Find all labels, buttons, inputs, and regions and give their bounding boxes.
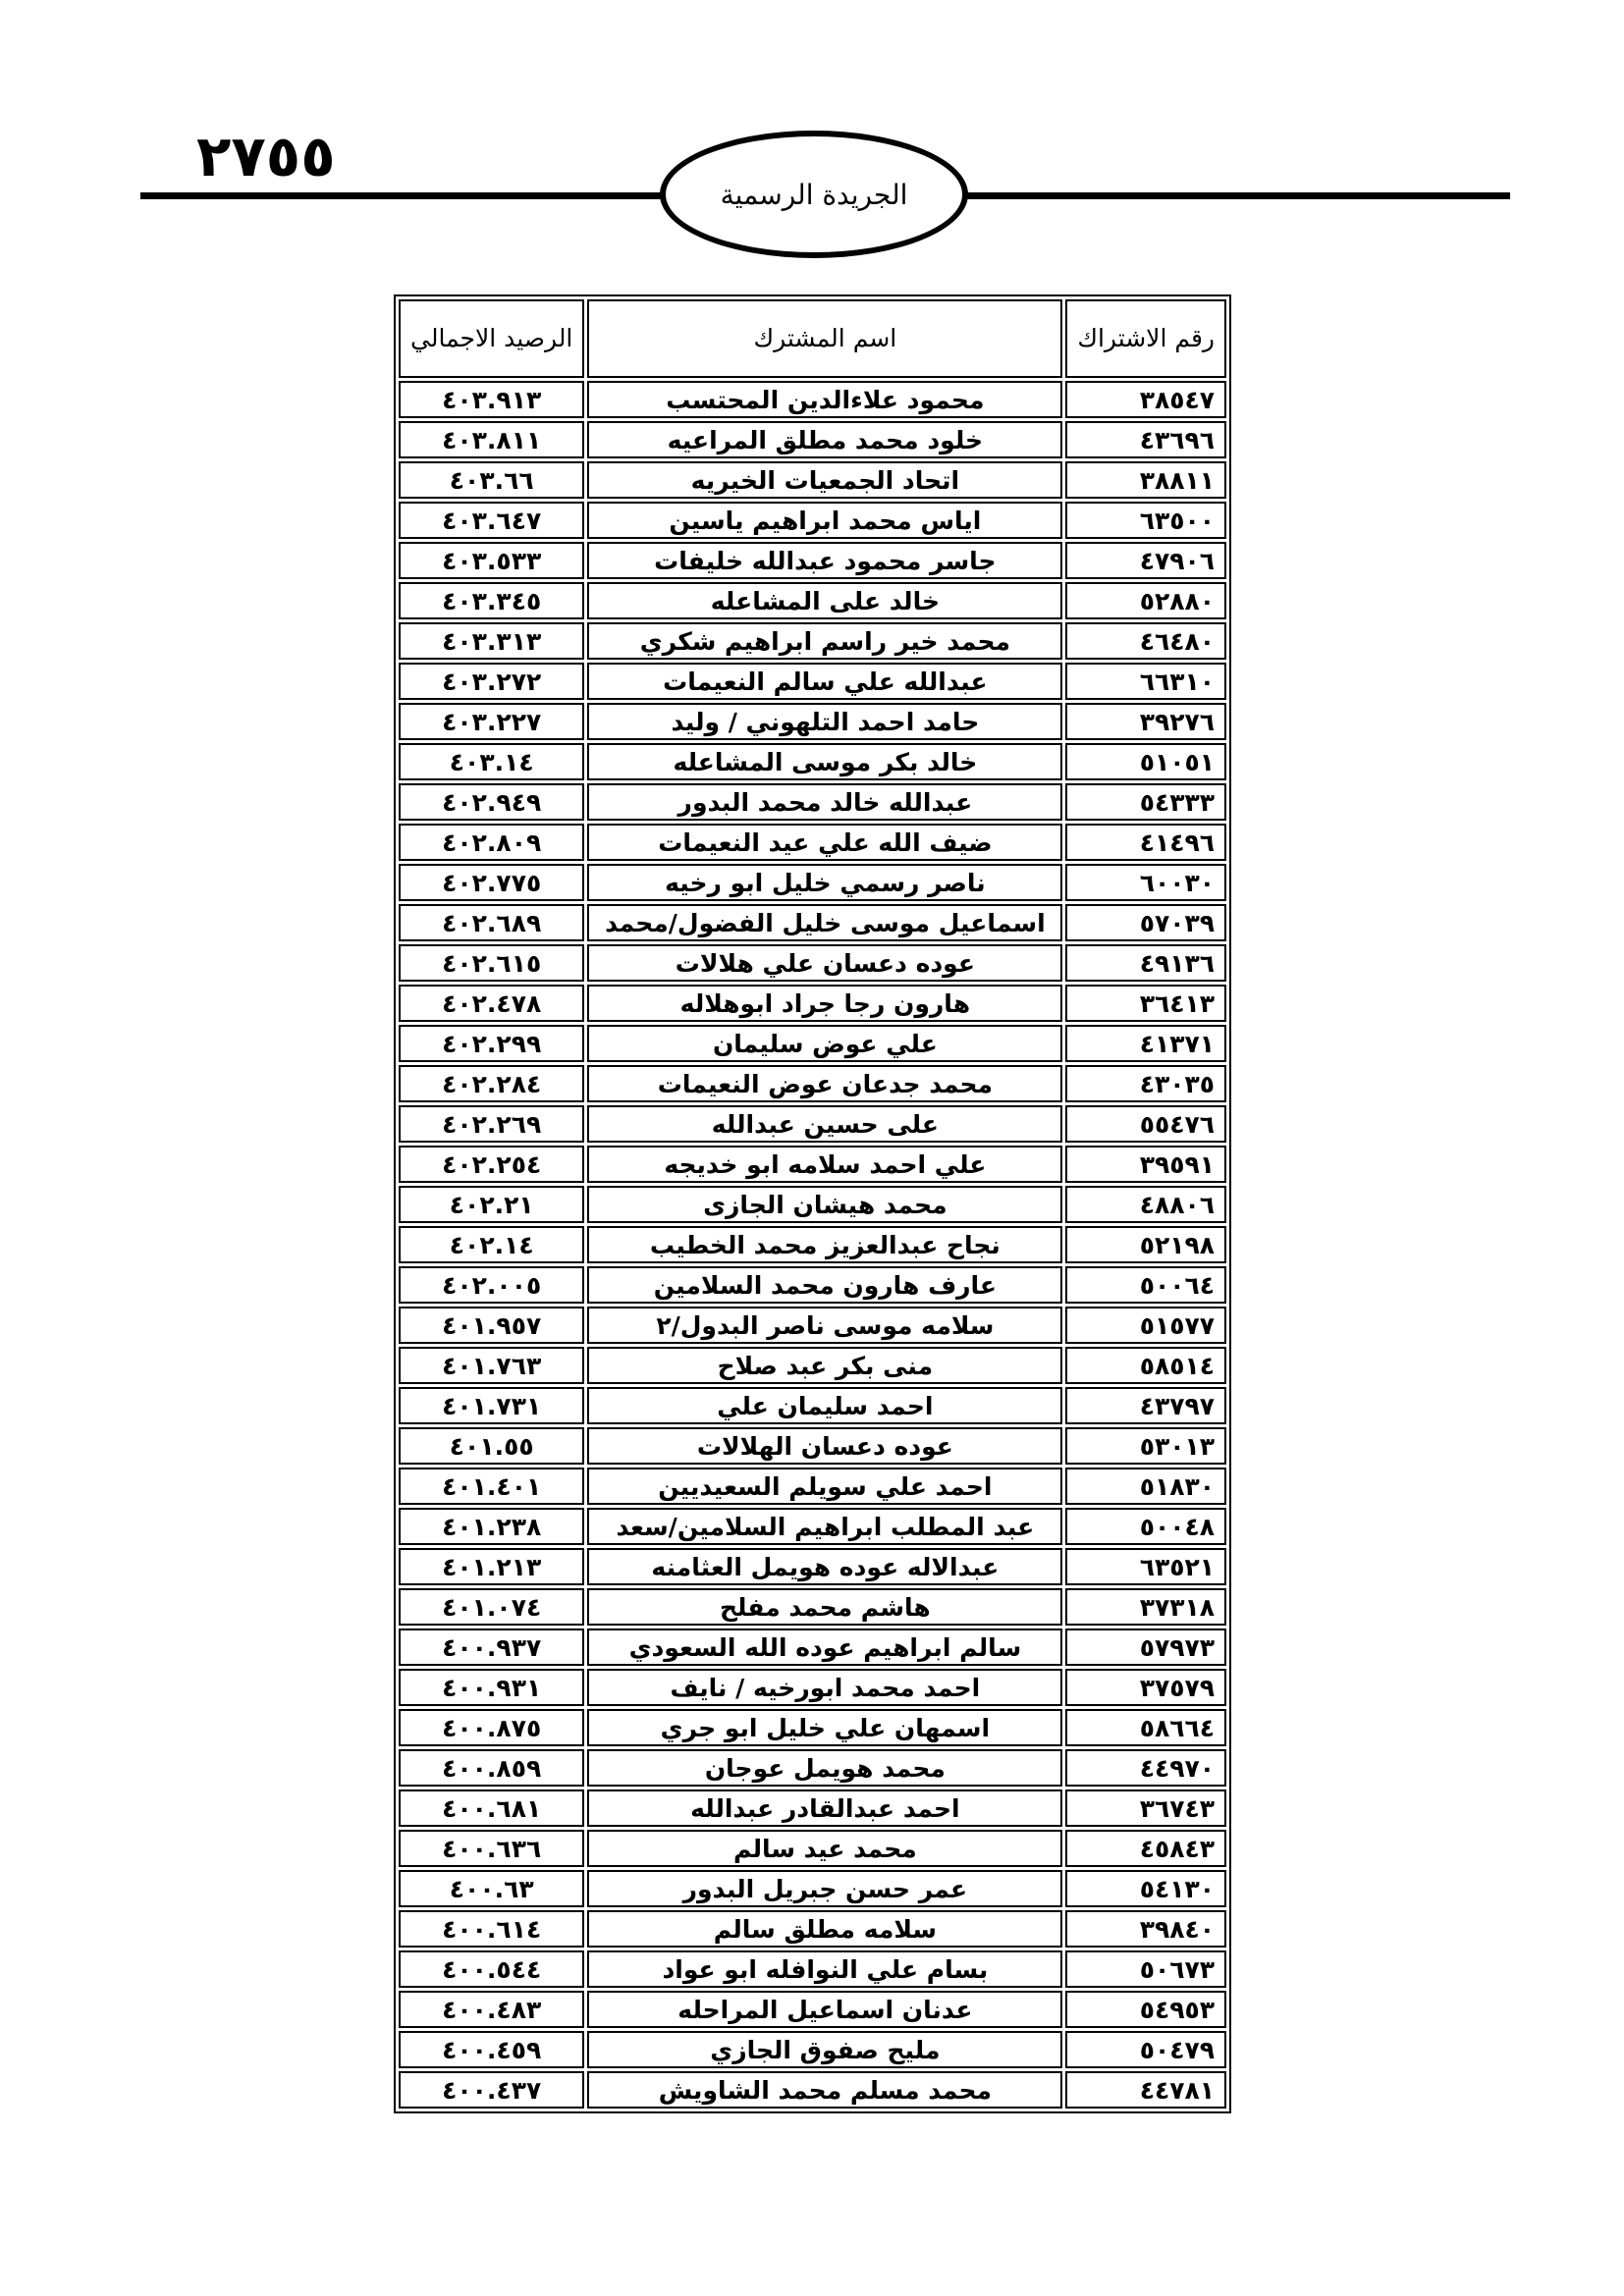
header-subscription-no: رقم الاشتراك (1065, 299, 1226, 378)
subscription-no-cell: ٣٨٥٤٧ (1065, 381, 1226, 418)
balance-cell: ٤٠٢.٢٨٤ (399, 1065, 584, 1102)
subscription-no-cell: ٥٠٦٧٣ (1065, 1950, 1226, 1988)
name-cell: عوده دعسان الهلالات (587, 1427, 1062, 1465)
name-cell: جاسر محمود عبدالله خليفات (587, 542, 1062, 579)
subscription-no-cell: ٣٦٧٤٣ (1065, 1789, 1226, 1827)
balance-cell: ٤٠٢.٦٨٩ (399, 904, 584, 941)
balance-cell: ٤٠٣.٩١٣ (399, 381, 584, 418)
balance-cell: ٤٠٢.٦١٥ (399, 944, 584, 982)
name-cell: هارون رجا جراد ابوهلاله (587, 985, 1062, 1022)
name-cell: محمد خير راسم ابراهيم شكري (587, 622, 1062, 660)
balance-cell: ٤٠٠.٦٨١ (399, 1789, 584, 1827)
name-cell: هاشم محمد مفلح (587, 1588, 1062, 1626)
table-row (399, 1266, 1226, 1304)
table-row (399, 622, 1226, 660)
subscription-no-cell: ٥٠٤٧٩ (1065, 2031, 1226, 2068)
table-row (399, 1709, 1226, 1746)
balance-cell: ٤٠٣.٦٦ (399, 461, 584, 499)
balance-cell: ٤٠٢.٧٧٥ (399, 864, 584, 901)
subscription-no-cell: ٤١٣٧١ (1065, 1025, 1226, 1062)
balance-cell: ٤٠١.٥٥ (399, 1427, 584, 1465)
name-cell: احمد سليمان علي (587, 1387, 1062, 1424)
subscription-no-cell: ٤٣٧٩٧ (1065, 1387, 1226, 1424)
table-row (399, 1347, 1226, 1384)
subscription-no-cell: ٥٠٠٦٤ (1065, 1266, 1226, 1304)
name-cell: اسمهان علي خليل ابو جري (587, 1709, 1062, 1746)
table-row (399, 1830, 1226, 1867)
balance-cell: ٤٠٢.٨٠٩ (399, 824, 584, 861)
balance-cell: ٤٠٢.٢٥٤ (399, 1146, 584, 1183)
table-row (399, 1025, 1226, 1062)
table-row (399, 2071, 1226, 2109)
subscription-no-cell: ٥٤٩٥٣ (1065, 1991, 1226, 2028)
balance-cell: ٤٠١.٧٣١ (399, 1387, 584, 1424)
name-cell: عارف هارون محمد السلامين (587, 1266, 1062, 1304)
table-row (399, 1629, 1226, 1666)
table-row (399, 1307, 1226, 1344)
balance-cell: ٤٠٢.٢٦٩ (399, 1105, 584, 1143)
balance-cell: ٤٠١.٠٧٤ (399, 1588, 584, 1626)
subscription-no-cell: ٤٤٩٧٠ (1065, 1749, 1226, 1787)
name-cell: سلامه موسى ناصر البدول/٢ (587, 1307, 1062, 1344)
subscription-no-cell: ٣٩٨٤٠ (1065, 1910, 1226, 1948)
table-row (399, 2031, 1226, 2068)
name-cell: محمود علاءالدين المحتسب (587, 381, 1062, 418)
name-cell: احمد عبدالقادر عبدالله (587, 1789, 1062, 1827)
table-row (399, 783, 1226, 821)
table-row (399, 944, 1226, 982)
name-cell: محمد جدعان عوض النعيمات (587, 1065, 1062, 1102)
table-row (399, 1789, 1226, 1827)
table-row (399, 864, 1226, 901)
table-row (399, 381, 1226, 418)
balance-cell: ٤٠١.٩٥٧ (399, 1307, 584, 1344)
balance-cell: ٤٠٢.٠٠٥ (399, 1266, 584, 1304)
subscribers-table (394, 294, 1231, 2113)
subscription-no-cell: ٦٣٥٠٠ (1065, 502, 1226, 539)
subscription-no-cell: ٣٨٨١١ (1065, 461, 1226, 499)
balance-cell: ٤٠١.٢١٣ (399, 1548, 584, 1585)
table-row (399, 1508, 1226, 1545)
subscription-no-cell: ٥٣٠١٣ (1065, 1427, 1226, 1465)
table-row (399, 743, 1226, 780)
balance-cell: ٤٠٠.٦٣٦ (399, 1830, 584, 1867)
subscription-no-cell: ٣٧٥٧٩ (1065, 1669, 1226, 1706)
subscription-no-cell: ٤٣٦٩٦ (1065, 421, 1226, 458)
subscription-no-cell: ٥١٨٣٠ (1065, 1468, 1226, 1505)
subscription-no-cell: ٤٦٤٨٠ (1065, 622, 1226, 660)
table-row (399, 1468, 1226, 1505)
page-number: ٢٧٥٥ (196, 123, 336, 189)
subscription-no-cell: ٤٩١٣٦ (1065, 944, 1226, 982)
name-cell: بسام علي النوافله ابو عواد (587, 1950, 1062, 1988)
name-cell: احمد محمد ابورخيه / نايف (587, 1669, 1062, 1706)
table-row (399, 1427, 1226, 1465)
name-cell: اسماعيل موسى خليل الفضول/محمد (587, 904, 1062, 941)
subscription-no-cell: ٥٨٥١٤ (1065, 1347, 1226, 1384)
subscription-no-cell: ٣٦٤١٣ (1065, 985, 1226, 1022)
table-row (399, 421, 1226, 458)
table-row (399, 1226, 1226, 1263)
name-cell: عبدالله علي سالم النعيمات (587, 663, 1062, 700)
balance-cell: ٤٠٢.٢٩٩ (399, 1025, 584, 1062)
table-row (399, 703, 1226, 740)
balance-cell: ٤٠٠.٤٣٧ (399, 2071, 584, 2109)
balance-cell: ٤٠٣.١٤ (399, 743, 584, 780)
table-row (399, 1588, 1226, 1626)
name-cell: عوده دعسان علي هلالات (587, 944, 1062, 982)
subscription-no-cell: ٣٩٥٩١ (1065, 1146, 1226, 1183)
table-row (399, 502, 1226, 539)
subscription-no-cell: ٥٤١٣٠ (1065, 1870, 1226, 1907)
balance-cell: ٤٠٣.٦٤٧ (399, 502, 584, 539)
balance-cell: ٤٠١.٢٣٨ (399, 1508, 584, 1545)
subscription-no-cell: ٦٣٥٢١ (1065, 1548, 1226, 1585)
table-row (399, 1749, 1226, 1787)
name-cell: ضيف الله علي عيد النعيمات (587, 824, 1062, 861)
subscription-no-cell: ٤١٤٩٦ (1065, 824, 1226, 861)
table-row (399, 904, 1226, 941)
name-cell: عبدالاله عوده هويمل العثامنه (587, 1548, 1062, 1585)
header-balance: الرصيد الاجمالي (399, 299, 584, 378)
subscription-no-cell: ٥٢٨٨٠ (1065, 582, 1226, 619)
subscription-no-cell: ٥٢١٩٨ (1065, 1226, 1226, 1263)
balance-cell: ٤٠٣.٣٤٥ (399, 582, 584, 619)
table-row (399, 1870, 1226, 1907)
subscription-no-cell: ٤٤٧٨١ (1065, 2071, 1226, 2109)
balance-cell: ٤٠٠.٦٣ (399, 1870, 584, 1907)
table-row (399, 1548, 1226, 1585)
table-row (399, 1910, 1226, 1948)
subscription-no-cell: ٤٧٩٠٦ (1065, 542, 1226, 579)
table-row (399, 1186, 1226, 1223)
name-cell: محمد مسلم محمد الشاويش (587, 2071, 1062, 2109)
name-cell: علي عوض سليمان (587, 1025, 1062, 1062)
table-row (399, 1146, 1226, 1183)
masthead-title: الجريدة الرسمية (720, 178, 908, 211)
table-row (399, 1669, 1226, 1706)
name-cell: نجاح عبدالعزيز محمد الخطيب (587, 1226, 1062, 1263)
table-row (399, 461, 1226, 499)
subscription-no-cell: ٥٨٦٦٤ (1065, 1709, 1226, 1746)
subscription-no-cell: ٦٠٠٣٠ (1065, 864, 1226, 901)
name-cell: سلامه مطلق سالم (587, 1910, 1062, 1948)
name-cell: عدنان اسماعيل المراحله (587, 1991, 1062, 2028)
balance-cell: ٤٠٠.٤٥٩ (399, 2031, 584, 2068)
name-cell: خالد على المشاعله (587, 582, 1062, 619)
subscription-no-cell: ٣٩٢٧٦ (1065, 703, 1226, 740)
balance-cell: ٤٠٣.٥٣٣ (399, 542, 584, 579)
balance-cell: ٤٠٠.٩٣٧ (399, 1629, 584, 1666)
name-cell: محمد عيد سالم (587, 1830, 1062, 1867)
subscription-no-cell: ٥٧٠٣٩ (1065, 904, 1226, 941)
name-cell: محمد هيشان الجازى (587, 1186, 1062, 1223)
table-row (399, 1065, 1226, 1102)
table-row (399, 824, 1226, 861)
table-row (399, 663, 1226, 700)
balance-cell: ٤٠٠.٥٤٤ (399, 1950, 584, 1988)
table-row (399, 1387, 1226, 1424)
name-cell: عبد المطلب ابراهيم السلامين/سعد (587, 1508, 1062, 1545)
name-cell: مليح صفوق الجازي (587, 2031, 1062, 2068)
name-cell: حامد احمد التلهوني / وليد (587, 703, 1062, 740)
name-cell: على حسين عبدالله (587, 1105, 1062, 1143)
name-cell: خلود محمد مطلق المراعيه (587, 421, 1062, 458)
table-header-row (399, 299, 1226, 378)
balance-cell: ٤٠٣.٣١٣ (399, 622, 584, 660)
subscription-no-cell: ٤٨٨٠٦ (1065, 1186, 1226, 1223)
subscription-no-cell: ٥٥٤٧٦ (1065, 1105, 1226, 1143)
name-cell: منى بكر عبد صلاح (587, 1347, 1062, 1384)
name-cell: سالم ابراهيم عوده الله السعودي (587, 1629, 1062, 1666)
balance-cell: ٤٠٠.٩٣١ (399, 1669, 584, 1706)
balance-cell: ٤٠٠.٨٥٩ (399, 1749, 584, 1787)
subscription-no-cell: ٥١٥٧٧ (1065, 1307, 1226, 1344)
subscription-no-cell: ٣٧٣١٨ (1065, 1588, 1226, 1626)
name-cell: خالد بكر موسى المشاعله (587, 743, 1062, 780)
balance-cell: ٤٠٣.٢٧٢ (399, 663, 584, 700)
name-cell: اياس محمد ابراهيم ياسين (587, 502, 1062, 539)
balance-cell: ٤٠٢.١٤ (399, 1226, 584, 1263)
balance-cell: ٤٠٣.٢٢٧ (399, 703, 584, 740)
balance-cell: ٤٠٢.٤٧٨ (399, 985, 584, 1022)
name-cell: محمد هويمل عوجان (587, 1749, 1062, 1787)
balance-cell: ٤٠٢.٩٤٩ (399, 783, 584, 821)
subscription-no-cell: ٤٣٠٣٥ (1065, 1065, 1226, 1102)
balance-cell: ٤٠٣.٨١١ (399, 421, 584, 458)
balance-cell: ٤٠١.٤٠١ (399, 1468, 584, 1505)
subscription-no-cell: ٥٧٩٧٣ (1065, 1629, 1226, 1666)
name-cell: عمر حسن جبريل البدور (587, 1870, 1062, 1907)
subscription-no-cell: ٤٥٨٤٣ (1065, 1830, 1226, 1867)
balance-cell: ٤٠٠.٨٧٥ (399, 1709, 584, 1746)
balance-cell: ٤٠٠.٤٨٣ (399, 1991, 584, 2028)
table-row (399, 1991, 1226, 2028)
balance-cell: ٤٠٠.٦١٤ (399, 1910, 584, 1948)
table-row (399, 582, 1226, 619)
table-row (399, 1950, 1226, 1988)
balance-cell: ٤٠٢.٢١ (399, 1186, 584, 1223)
table-row (399, 542, 1226, 579)
name-cell: ناصر رسمي خليل ابو رخيه (587, 864, 1062, 901)
subscription-no-cell: ٦٦٣١٠ (1065, 663, 1226, 700)
table-row (399, 985, 1226, 1022)
balance-cell: ٤٠١.٧٦٣ (399, 1347, 584, 1384)
name-cell: احمد علي سويلم السعيديين (587, 1468, 1062, 1505)
name-cell: اتحاد الجمعيات الخيريه (587, 461, 1062, 499)
masthead (660, 131, 968, 258)
name-cell: علي احمد سلامه ابو خديجه (587, 1146, 1062, 1183)
header-name: اسم المشترك (587, 299, 1062, 378)
table-row (399, 1105, 1226, 1143)
name-cell: عبدالله خالد محمد البدور (587, 783, 1062, 821)
subscription-no-cell: ٥٠٠٤٨ (1065, 1508, 1226, 1545)
subscription-no-cell: ٥٤٣٣٣ (1065, 783, 1226, 821)
subscription-no-cell: ٥١٠٥١ (1065, 743, 1226, 780)
